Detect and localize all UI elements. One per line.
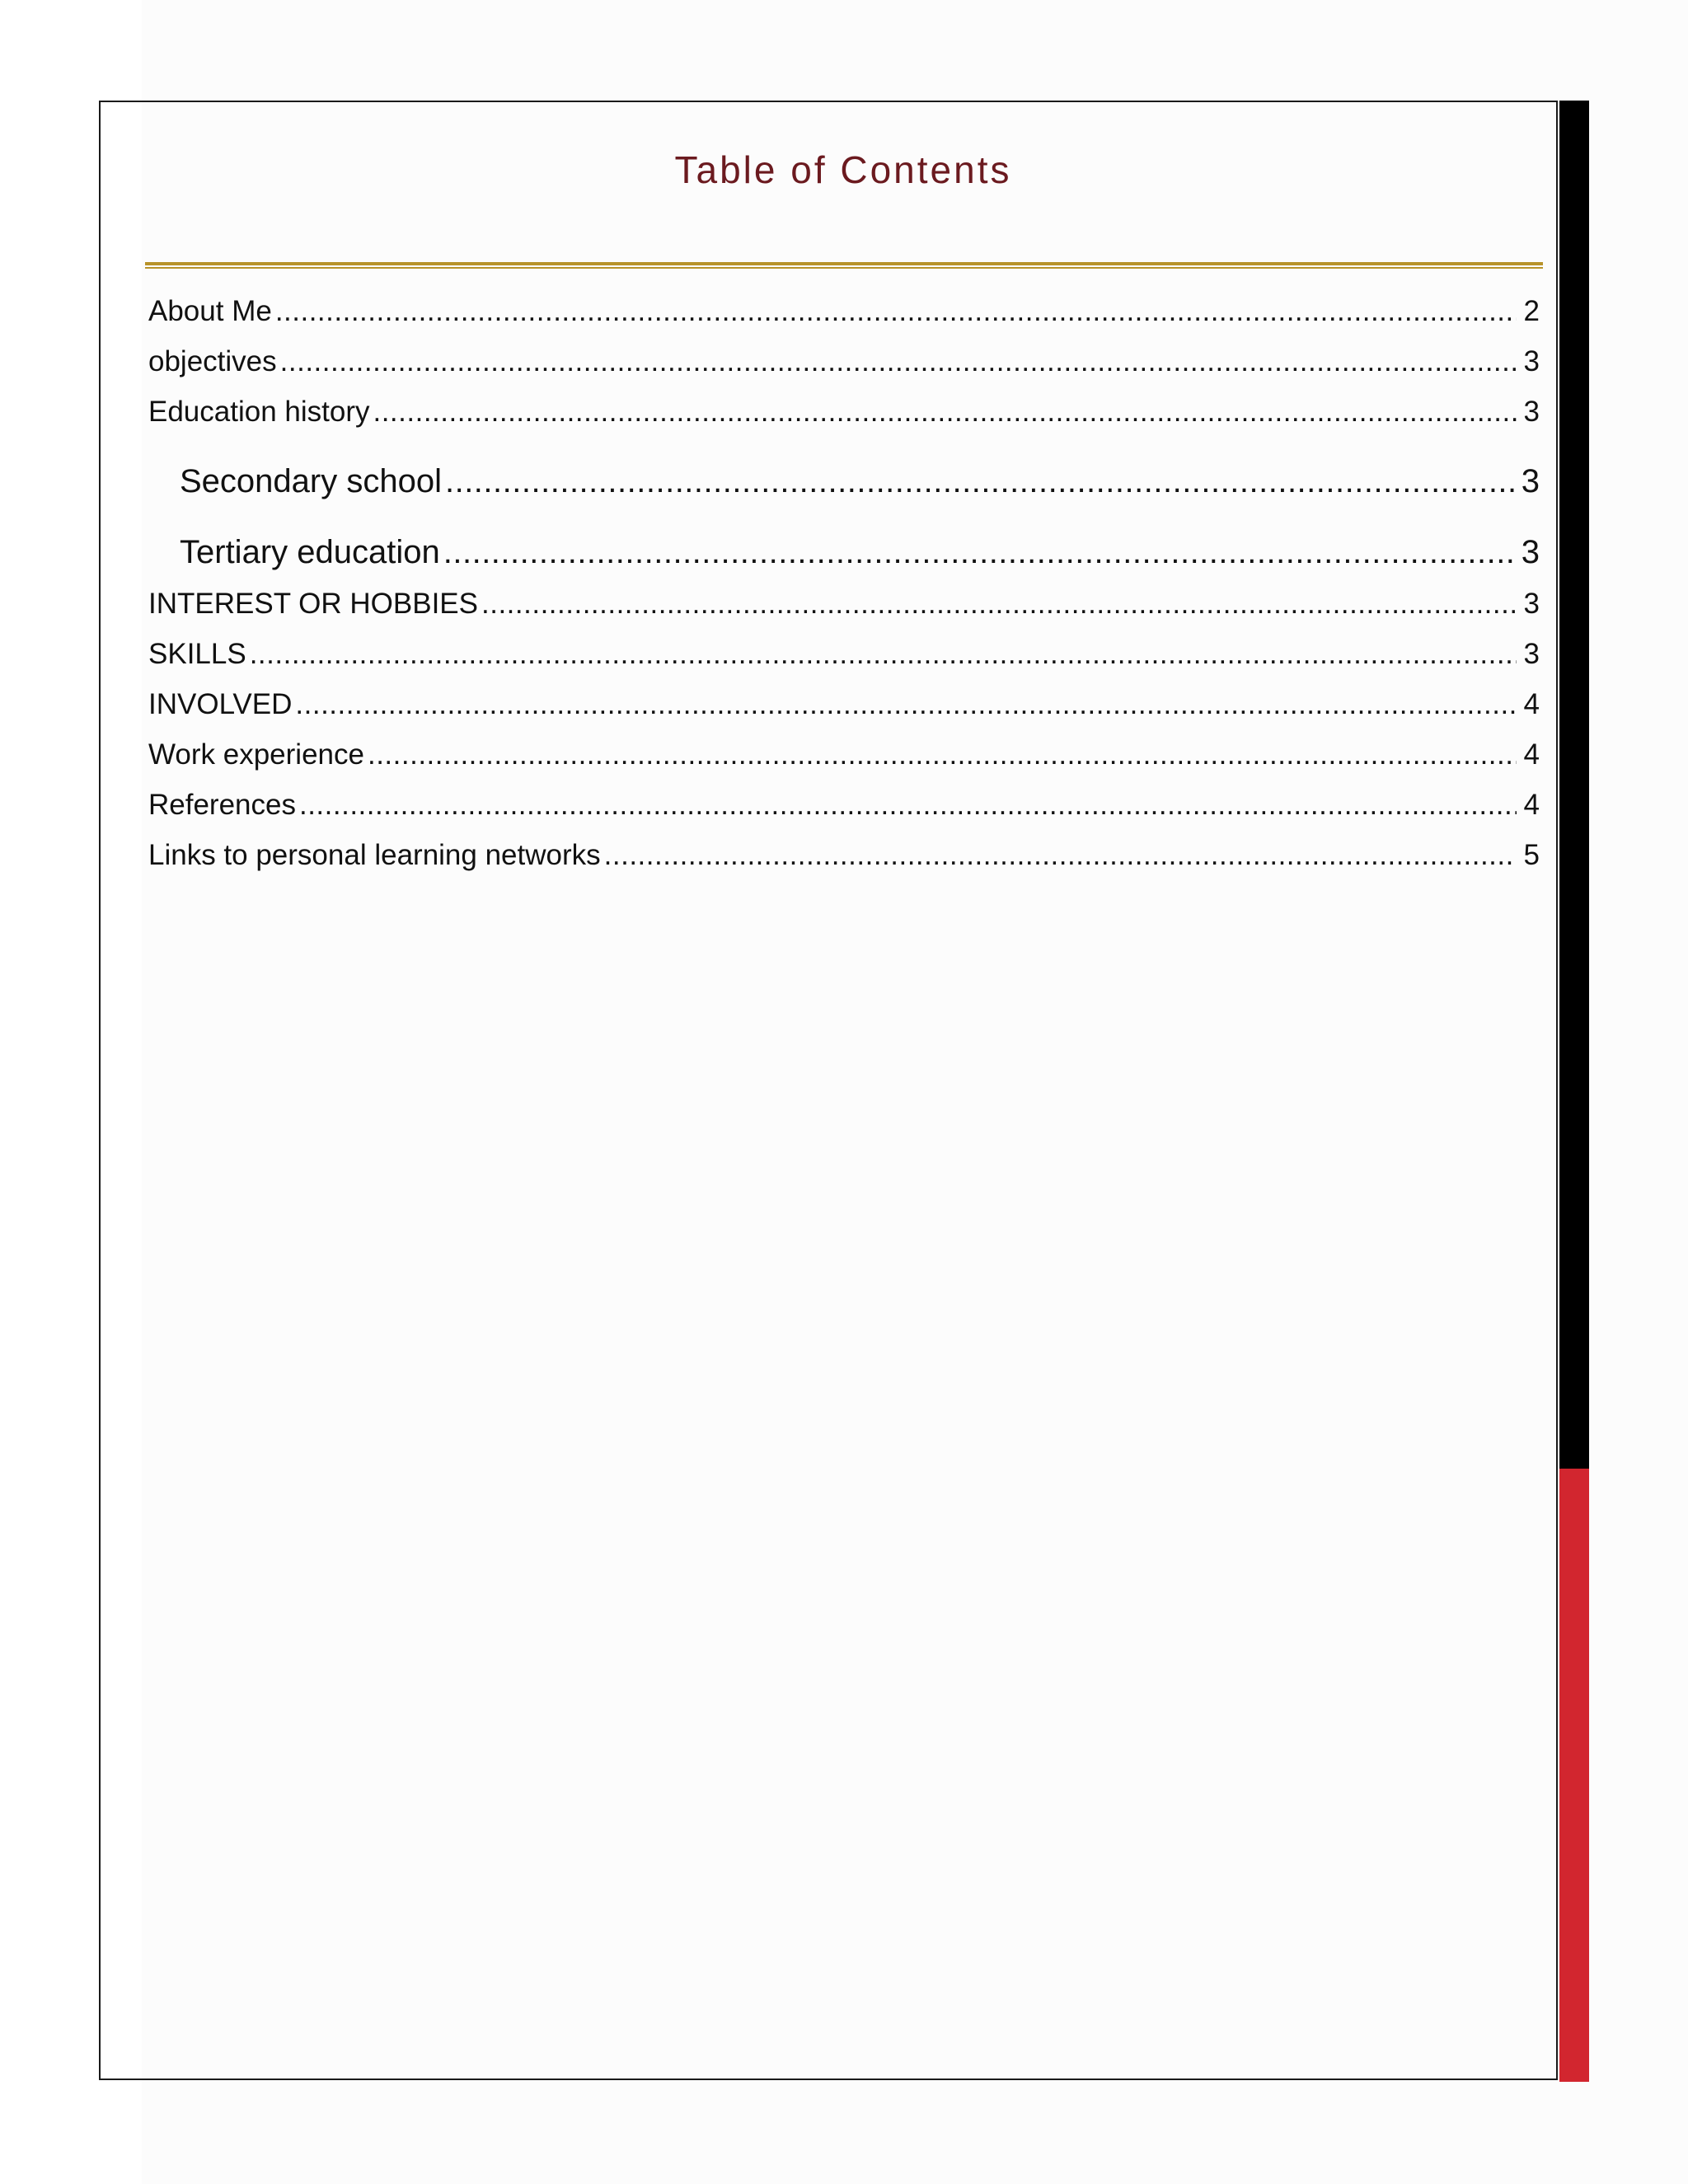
toc-entry-page: 4: [1523, 688, 1540, 720]
toc-entry-page: 3: [1523, 588, 1540, 620]
toc-entry-page: 3: [1523, 345, 1540, 377]
toc-entry-label: Work experience: [148, 738, 364, 771]
toc-entry-page: 3: [1521, 533, 1540, 570]
dot-leader: [445, 463, 1517, 500]
toc-entry-page: 3: [1523, 638, 1540, 670]
dot-leader: [250, 638, 1517, 671]
toc-entry-label: Education history: [148, 396, 370, 428]
dot-leader: [299, 789, 1517, 822]
dot-leader: [604, 839, 1517, 872]
dot-leader: [280, 345, 1517, 378]
toc-entry-learning-networks[interactable]: [148, 839, 1540, 889]
toc-entry-page: 2: [1523, 295, 1540, 327]
toc-entry-label: objectives: [148, 345, 277, 377]
heading-divider-thin: [145, 267, 1543, 269]
toc-entry-about-me[interactable]: [148, 295, 1540, 345]
toc-entry-label: Links to personal learning networks: [148, 839, 601, 871]
dot-leader: [481, 588, 1517, 621]
toc-entry-label: SKILLS: [148, 638, 246, 670]
toc-entry-interest-or-hobbies[interactable]: [148, 588, 1540, 638]
dot-leader: [443, 534, 1517, 571]
dot-leader: [295, 688, 1517, 721]
toc-entry-objectives[interactable]: [148, 345, 1540, 396]
toc-entry-page: 4: [1523, 738, 1540, 771]
toc-entry-skills[interactable]: [148, 638, 1540, 688]
toc-entry-page: 5: [1523, 839, 1540, 871]
toc-entry-label: INVOLVED: [148, 688, 293, 720]
toc-entry-education-history[interactable]: [148, 396, 1540, 446]
toc-entry-tertiary-education[interactable]: [148, 517, 1540, 588]
heading-divider: [145, 262, 1543, 265]
toc-entry-label: INTEREST OR HOBBIES: [148, 588, 478, 620]
side-accent-bar-black: [1559, 101, 1589, 1469]
dot-leader: [275, 295, 1517, 328]
toc-entry-label: Secondary school: [180, 462, 442, 499]
dot-leader: [368, 738, 1517, 771]
toc-entry-label: Tertiary education: [180, 533, 440, 570]
toc-entry-references[interactable]: [148, 789, 1540, 839]
toc-heading: Table of Contents: [674, 148, 1012, 191]
toc-entry-secondary-school[interactable]: [148, 446, 1540, 517]
toc-entry-work-experience[interactable]: [148, 738, 1540, 789]
toc-entry-label: About Me: [148, 295, 272, 327]
toc-entry-page: 3: [1523, 396, 1540, 428]
toc-entry-label: References: [148, 789, 296, 821]
toc-entry-page: 3: [1521, 462, 1540, 499]
toc-list: [148, 295, 1540, 889]
dot-leader: [373, 396, 1517, 429]
toc-entry-involved[interactable]: [148, 688, 1540, 738]
toc-entry-page: 4: [1523, 789, 1540, 821]
side-accent-bar-red: [1559, 1469, 1589, 2082]
